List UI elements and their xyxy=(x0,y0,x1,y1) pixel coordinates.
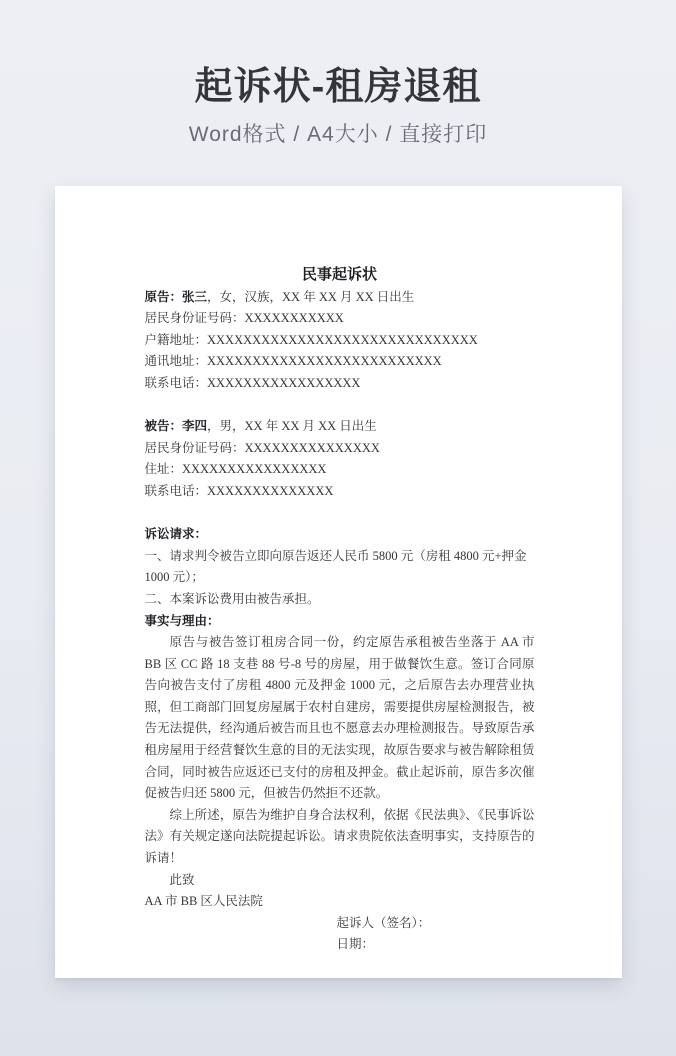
closing-section xyxy=(145,870,535,956)
defendant-address-line: 住址：XXXXXXXXXXXXXXXX xyxy=(144,462,327,477)
facts-paragraph-2: 综上所述，原告为维护自身合法权利，依据《民法典》、《民事诉讼法》有关规定遂向法院提起诉讼。请求贵院依法查明事实，支持原告的诉请！ xyxy=(144,807,535,866)
plaintiff-registered-address-line: 户籍地址：XXXXXXXXXXXXXXXXXXXXXXXXXXXXXX xyxy=(144,332,478,347)
facts-section xyxy=(145,611,535,870)
plaintiff-mailing-address-line: 通讯地址：XXXXXXXXXXXXXXXXXXXXXXXXXX xyxy=(144,354,442,369)
defendant-phone-line: 联系电话：XXXXXXXXXXXXXX xyxy=(144,483,334,498)
facts-paragraph-1: 原告与被告签订租房合同一份，约定原告承租被告坐落于 AA 市 BB 区 CC 路 18 支巷 88 号-8 号的房屋，用于做餐饮生意。签订合同原告向被告支付了房租 4800 元及押金 1000 元，之后原告去办理营业执照，但工商部门回复房屋属于农村自建房，需要提供房屋检测报告，被告无法提供，经沟通后被告而且也不愿意去办理检测报告。导致原告承租房屋用于经营餐饮生意的目的无法实现，故原告要求与被告解除租赁合同，同时被告应返还已支付的房租及押金。截止起诉前，原告多次催促被告归还 5800 元，但被告仍然拒不还款。 xyxy=(144,635,535,801)
page-subtitle: Word格式 / A4大小 / 直接打印 xyxy=(188,123,488,146)
claim-item-1: 一、请求判令被告立即向原告返还人民币 5800 元（房租 4800 元+押金 1000 元）； xyxy=(144,548,527,585)
document-page xyxy=(55,186,622,978)
defendant-label: 被告：李四 xyxy=(144,419,208,434)
defendant-id-line: 居民身份证号码：XXXXXXXXXXXXXXX xyxy=(144,440,380,455)
date-label: 日期： xyxy=(336,937,375,952)
plaintiff-phone-line: 联系电话：XXXXXXXXXXXXXXXXX xyxy=(144,375,361,390)
claims-heading: 诉讼请求： xyxy=(144,527,208,542)
defendant-section xyxy=(145,416,535,502)
defendant-intro-rest: ，男，XX 年 XX 月 XX 日出生 xyxy=(207,419,377,434)
plaintiff-label: 原告：张三 xyxy=(144,289,208,304)
claims-section xyxy=(145,524,535,610)
preview-header xyxy=(0,0,676,147)
plaintiff-intro-line xyxy=(145,287,535,309)
claim-item-2: 二、本案诉讼费用由被告承担。 xyxy=(144,591,320,606)
document-title: 民事起诉状 xyxy=(301,267,377,283)
closing-salute: 此致 xyxy=(169,872,195,887)
facts-heading: 事实与理由： xyxy=(144,613,220,628)
closing-court: AA 市 BB 区人民法院 xyxy=(144,894,263,909)
page-title: 起诉状-租房退租 xyxy=(194,66,482,108)
plaintiff-id-line: 居民身份证号码：XXXXXXXXXXX xyxy=(144,311,344,326)
signer-label: 起诉人（签名）： xyxy=(336,915,431,930)
plaintiff-intro-rest: ，女，汉族，XX 年 XX 月 XX 日出生 xyxy=(207,289,415,304)
signature-block xyxy=(337,913,535,956)
defendant-intro-line xyxy=(145,416,535,438)
plaintiff-section xyxy=(145,287,535,395)
